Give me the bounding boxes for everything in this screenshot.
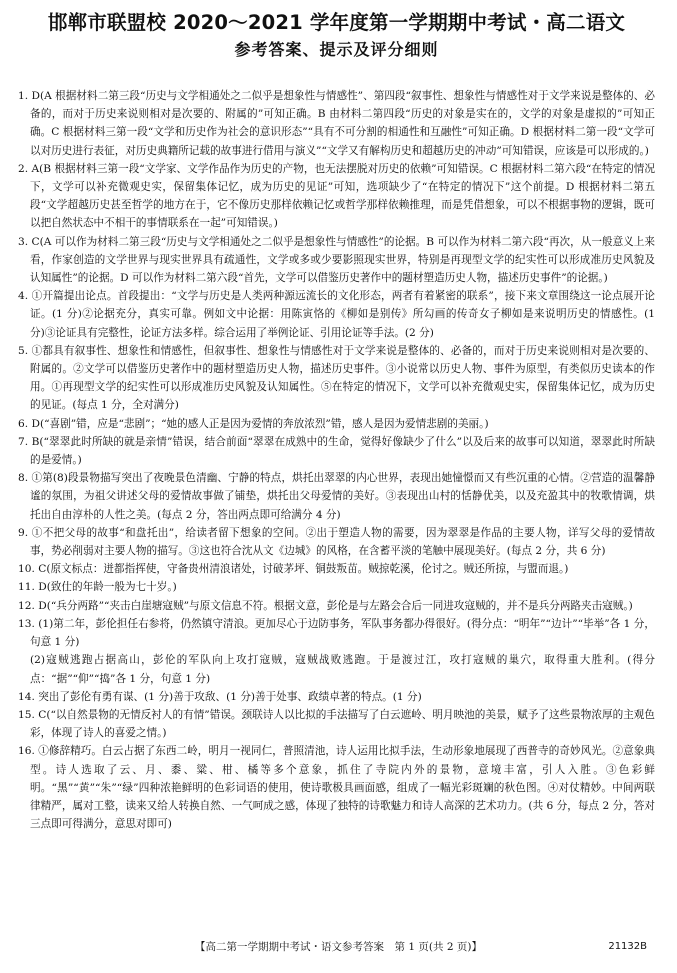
answer-item: 1. D(A 根据材料二第三段“历史与文学相通处之二似乎是想象性与情感性”、第四段“叙事性、想象性与情感性对于文学来说是整体的、必备的，而对于历史来说则相对是次要的、附属的”可知正确。B 由材料二第四段“历史的对象是实在的，文学的对象是虚拟的”可知正确。C 根据材料三第一段“文学和历史作为社会的意识形态”“具有不可分割的相通性和互融性”可知正确。D 根据材料二第一段“文学可以对历史进行表征，对历史典籍所记载的故事进行借用与演义”“文学又有解构历史和超越历史的冲动”可知错误，应该是可以形成的。) (18, 90, 655, 157)
answer-item: 15. C(“以自然景物的无情反衬人的有情”错误。颈联诗人以比拟的手法描写了白云遮岭、明月映池的美景，赋予了这些景物浓厚的主观色彩，体现了诗人的喜爱之情。) (18, 708, 655, 740)
answer-item: 11. D(致仕的年龄一般为七十岁。) (18, 581, 177, 594)
answer-item: 12. D(“兵分两路”“夹击白崖塘寇贼”与原文信息不符。根据文意，彭伦是与左路会合后一同进攻寇贼的，并不是兵分两路夹击寇贼。) (18, 599, 633, 612)
answer-item: 3. C(A 可以作为材料二第三段“历史与文学相通处之二似乎是想象性与情感性”的论据。B 可以作为材料二第六段“再次，从一般意义上来看，作家创造的文学世界与现实世界具有疏通性，文学或多或少要影照现实世界，特别是再现型文学的纪实性可以形成准历史风貌及认知属性”的论据。D 可以作为材料二第六段“首先，文学可以借鉴历史著作中的题材塑造历史人物，描述历史事件”的论据。) (18, 235, 655, 285)
footer-page-info: 【高二第一学期期中考试・语文参考答案 第 1 页(共 2 页)】 (195, 941, 482, 953)
answer-item: 2. A(B 根据材料三第一段“文学家、文学作品作为历史的产物，也无法摆脱对历史的依赖”可知错误。C 根据材料二第六段“在特定的情况下，文学可以补充微观史实，保留集体记忆，成为历史的见证”可知，选项缺少了“在特定的情况下”这个前提。D 根据材料二第五段“文学超越历史甚至哲学的地方在于，它不像历史那样依赖记忆或哲学那样依赖推理，而是凭借想象，可以不根据事物的逻辑，既可以把自然状态中不相干的事情联系在一起”可知错误。) (18, 162, 655, 230)
footer-paper-code: 21132B (608, 941, 647, 952)
answer-item: 13. (1)第二年，彭伦担任右参将，仍然镇守清浪。更加尽心于边防事务，军队事务都办得很好。(得分点：“明年”“边计”“毕举”各 1 分，句意 1 分) (18, 617, 655, 649)
answer-item: 8. ①第(8)段景物描写突出了夜晚景色清幽、宁静的特点，烘托出翠翠的内心世界，表现出她憧憬而又有些沉重的心情。②营造的温馨静谧的氛围，为祖父讲述父母的爱情故事做了铺垫，烘托出父母爱情的美好。③表现出山村的恬静优美，以及充盈其中的牧歌情调，烘托出自由淳朴的人性之美。(每点 2 分，答出两点即可给满分 4 分) (18, 472, 655, 521)
answer-item: 5. ①都具有叙事性、想象性和情感性，但叙事性、想象性与情感性对于文学来说是整体的、必备的，而对于历史来说则相对是次要的、附属的。②文学可以借鉴历史著作中的题材塑造历史人物，描述历史事件。③小说常以历史人物、事件为原型，有类似历史读本的作用。①再现型文学的纪实性可以形成准历史风貌及认知属性。⑤在特定的情况下，文学可以补充微观史实，保留集体记忆，成为历史的见证。(每点 1 分，全对满分) (18, 344, 655, 412)
page-subtitle: 参考答案、提示及评分细则 (234, 40, 439, 59)
answer-item: (2)寇贼逃跑占据高山，彭伦的军队向上攻打寇贼，寇贼战败逃跑。于是渡过江，攻打寇贼的巢穴，取得重大胜利。(得分点：“据”“仰”“捣”各 1 分，句意 1 分) (30, 654, 655, 685)
answer-item: 4. ①开篇提出论点。首段提出：“文学与历史是人类两种源远流长的文化形态，两者有着紧密的联系”，接下来文章围绕这一论点展开论证。(1 分)②论据充分，真实可靠。例如文中论据：用陈寅恪的《柳如是别传》所勾画的传奇女子柳如是来说明历史的情感性。(1 分)③论证具有完整性，论证方法多样。综合运用了举例论证、引用论证等手法。(2 分) (18, 290, 655, 339)
answer-key-page (0, 10, 677, 973)
answer-item: 16. ①修辞精巧。白云占据了东西二岭，明月一视同仁，普照清池，诗人运用比拟手法，生动形象地展现了西普寺的奇妙风光。②意象典型。诗人选取了云、月、黍、粱、柑、橘等多个意象，抓住了寺院内外的景物，意境丰富，引人入胜。③色彩鲜明。“黑”“黄”“朱”“绿”四种浓艳鲜明的色彩词语的使用，使诗歌极具画面感，组成了一幅光彩斑斓的秋色图。④对仗精妙。中间两联律精严，属对工整，读来又给人转换自然、一气呵成之感，体现了独特的诗歌魅力和诗人高深的艺术功力。(共 6 分，每点 2 分，答对三点即可得满分，意思对即可) (18, 745, 655, 831)
answer-item: 10. C(原文标点：迸都指挥使，守备贵州清浪诸处，讨破茅坪、铜鼓叛苗。贼掠乾溪，伦讨之。贼还所掠，与盟而退。) (18, 563, 569, 576)
answer-item: 9. ①不把父母的故事“和盘托出”，给读者留下想象的空间。②出于塑造人物的需要，因为翠翠是作品的主要人物，详写父母的爱情故事，势必削弱对主要人物的描写。③这也符合沈从文《边城》的风格，在含蓄平淡的笔触中展现美好。(每点 2 分，共 6 分) (18, 526, 655, 558)
answer-list (18, 87, 655, 833)
page-title: 邯郸市联盟校 2020～2021 学年度第一学期期中考试・高二语文 (47, 11, 626, 34)
answer-item: 7. B(“翠翠此时所缺的就是亲情”错误，结合前面“翠翠在成熟中的生命，觉得好像缺少了什么”以及后来的故事可以知道，翠翠此时所缺的是爱情。) (18, 435, 655, 467)
answer-item: 6. D(“喜剧”错，应是“悲剧”；“她的感人正是因为爱情的奔放浓烈”错，感人是因为爱情悲剧的美丽。) (18, 417, 489, 430)
answer-item: 14. 突出了彭伦有勇有谋、(1 分)善于攻敌、(1 分)善于处事、政绩卓著的特点。(1 分) (18, 690, 422, 703)
